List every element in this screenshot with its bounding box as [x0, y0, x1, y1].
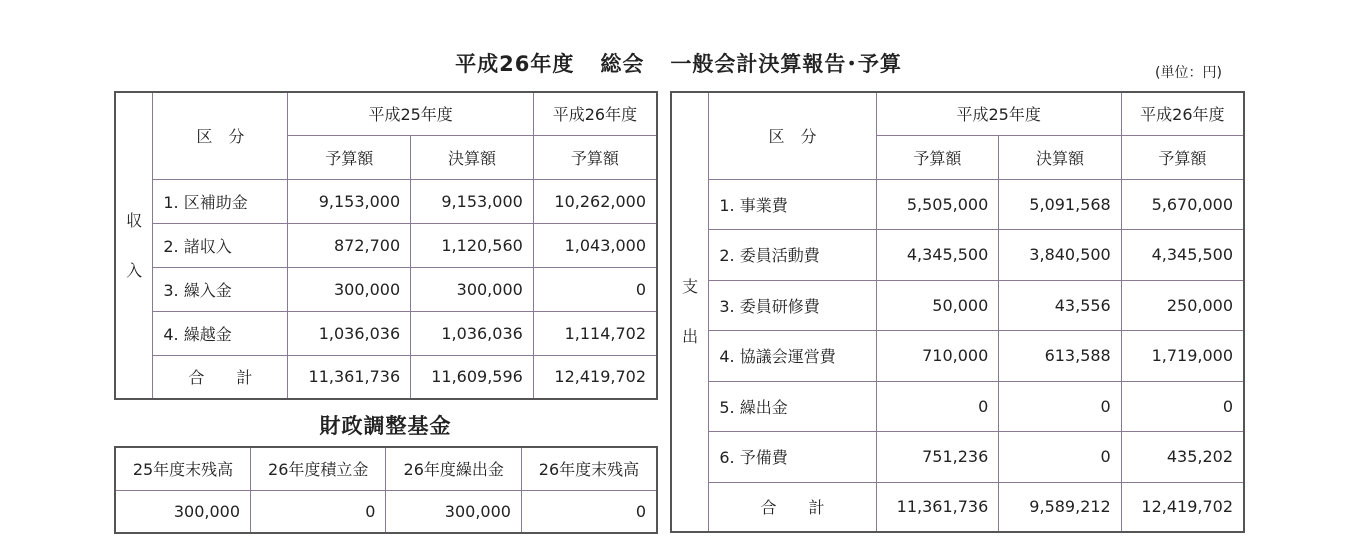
row-actual: 5,091,568: [999, 179, 1121, 229]
row-next: 1,114,702: [533, 311, 657, 355]
table-row: [115, 179, 657, 223]
expense-col-budget-next: 予算額: [1121, 135, 1244, 179]
row-next: 10,262,000: [533, 179, 657, 223]
row-actual: 43,556: [999, 280, 1121, 330]
total-actual: 11,609,596: [411, 355, 534, 399]
row-label: 4. 繰越金: [153, 311, 288, 355]
row-next: 0: [1121, 381, 1244, 431]
expense-header-prev-year: 平成25年度: [876, 92, 1121, 135]
row-budget: 9,153,000: [288, 179, 411, 223]
table-row: [671, 280, 1244, 330]
unit-label: (単位：円): [1155, 65, 1222, 81]
row-label: 1. 事業費: [709, 179, 876, 229]
row-label: 6. 予備費: [709, 431, 876, 482]
table-row: [671, 330, 1244, 381]
expense-col-actual: 決算額: [999, 135, 1121, 179]
row-actual: 1,120,560: [411, 223, 534, 267]
row-actual: 3,840,500: [999, 229, 1121, 280]
row-next: 0: [533, 267, 657, 311]
total-label: 合 計: [153, 355, 288, 399]
row-next: 4,345,500: [1121, 229, 1244, 280]
row-next: 1,719,000: [1121, 330, 1244, 381]
row-budget: 50,000: [876, 280, 999, 330]
row-label: 4. 協議会運営費: [709, 330, 876, 381]
table-row: [671, 179, 1244, 229]
fund-header-prev-balance: 25年度末残高: [115, 447, 251, 490]
total-budget: 11,361,736: [876, 482, 999, 532]
expense-side-label: 支 出: [671, 92, 709, 532]
page-title: [0, 48, 1357, 78]
income-side-label: 収 入: [115, 92, 153, 399]
expense-table: [670, 91, 1245, 533]
income-table: [114, 91, 658, 400]
row-label: 3. 委員研修費: [709, 280, 876, 330]
income-header-prev-year: 平成25年度: [288, 92, 533, 135]
income-header-category: 区 分: [153, 92, 288, 179]
row-next: 1,043,000: [533, 223, 657, 267]
row-label: 2. 諸収入: [153, 223, 288, 267]
row-actual: 0: [999, 431, 1121, 482]
row-budget: 300,000: [288, 267, 411, 311]
total-budget: 11,361,736: [288, 355, 411, 399]
row-label: 3. 繰入金: [153, 267, 288, 311]
income-col-actual: 決算額: [411, 135, 534, 179]
table-row: [671, 431, 1244, 482]
row-actual: 0: [999, 381, 1121, 431]
expense-header-this-year: 平成26年度: [1121, 92, 1244, 135]
table-row: [115, 311, 657, 355]
title-year: 平成26年度: [455, 52, 575, 76]
title-report: 一般会計決算報告･予算: [670, 52, 902, 76]
income-col-budget-next: 予算額: [533, 135, 657, 179]
fund-header-end-balance: 26年度末残高: [521, 447, 657, 490]
row-label: 5. 繰出金: [709, 381, 876, 431]
row-budget: 872,700: [288, 223, 411, 267]
total-row: [671, 482, 1244, 532]
row-budget: 0: [876, 381, 999, 431]
fund-value-end-balance: 0: [521, 490, 657, 533]
title-meeting: 総会: [600, 52, 645, 76]
row-actual: 9,153,000: [411, 179, 534, 223]
fund-header-reserve: 26年度積立金: [251, 447, 386, 490]
total-next: 12,419,702: [1121, 482, 1244, 532]
expense-col-budget: 予算額: [876, 135, 999, 179]
row-next: 435,202: [1121, 431, 1244, 482]
income-col-budget: 予算額: [288, 135, 411, 179]
row-budget: 4,345,500: [876, 229, 999, 280]
row-budget: 710,000: [876, 330, 999, 381]
table-row: [671, 381, 1244, 431]
fund-header-transfer: 26年度繰出金: [386, 447, 521, 490]
total-actual: 9,589,212: [999, 482, 1121, 532]
income-header-this-year: 平成26年度: [533, 92, 657, 135]
row-next: 5,670,000: [1121, 179, 1244, 229]
total-row: [115, 355, 657, 399]
table-row: [671, 229, 1244, 280]
row-budget: 5,505,000: [876, 179, 999, 229]
row-actual: 1,036,036: [411, 311, 534, 355]
row-budget: 751,236: [876, 431, 999, 482]
fund-value-prev-balance: 300,000: [115, 490, 251, 533]
row-budget: 1,036,036: [288, 311, 411, 355]
fund-value-reserve: 0: [251, 490, 386, 533]
table-row: [115, 223, 657, 267]
row-label: 2. 委員活動費: [709, 229, 876, 280]
table-row: [115, 267, 657, 311]
row-actual: 613,588: [999, 330, 1121, 381]
row-label: 1. 区補助金: [153, 179, 288, 223]
row-next: 250,000: [1121, 280, 1244, 330]
fund-table: [114, 446, 658, 534]
fund-value-transfer: 300,000: [386, 490, 521, 533]
expense-header-category: 区 分: [709, 92, 876, 179]
row-actual: 300,000: [411, 267, 534, 311]
total-next: 12,419,702: [533, 355, 657, 399]
total-label: 合 計: [709, 482, 876, 532]
fund-title: 財政調整基金: [319, 414, 452, 438]
